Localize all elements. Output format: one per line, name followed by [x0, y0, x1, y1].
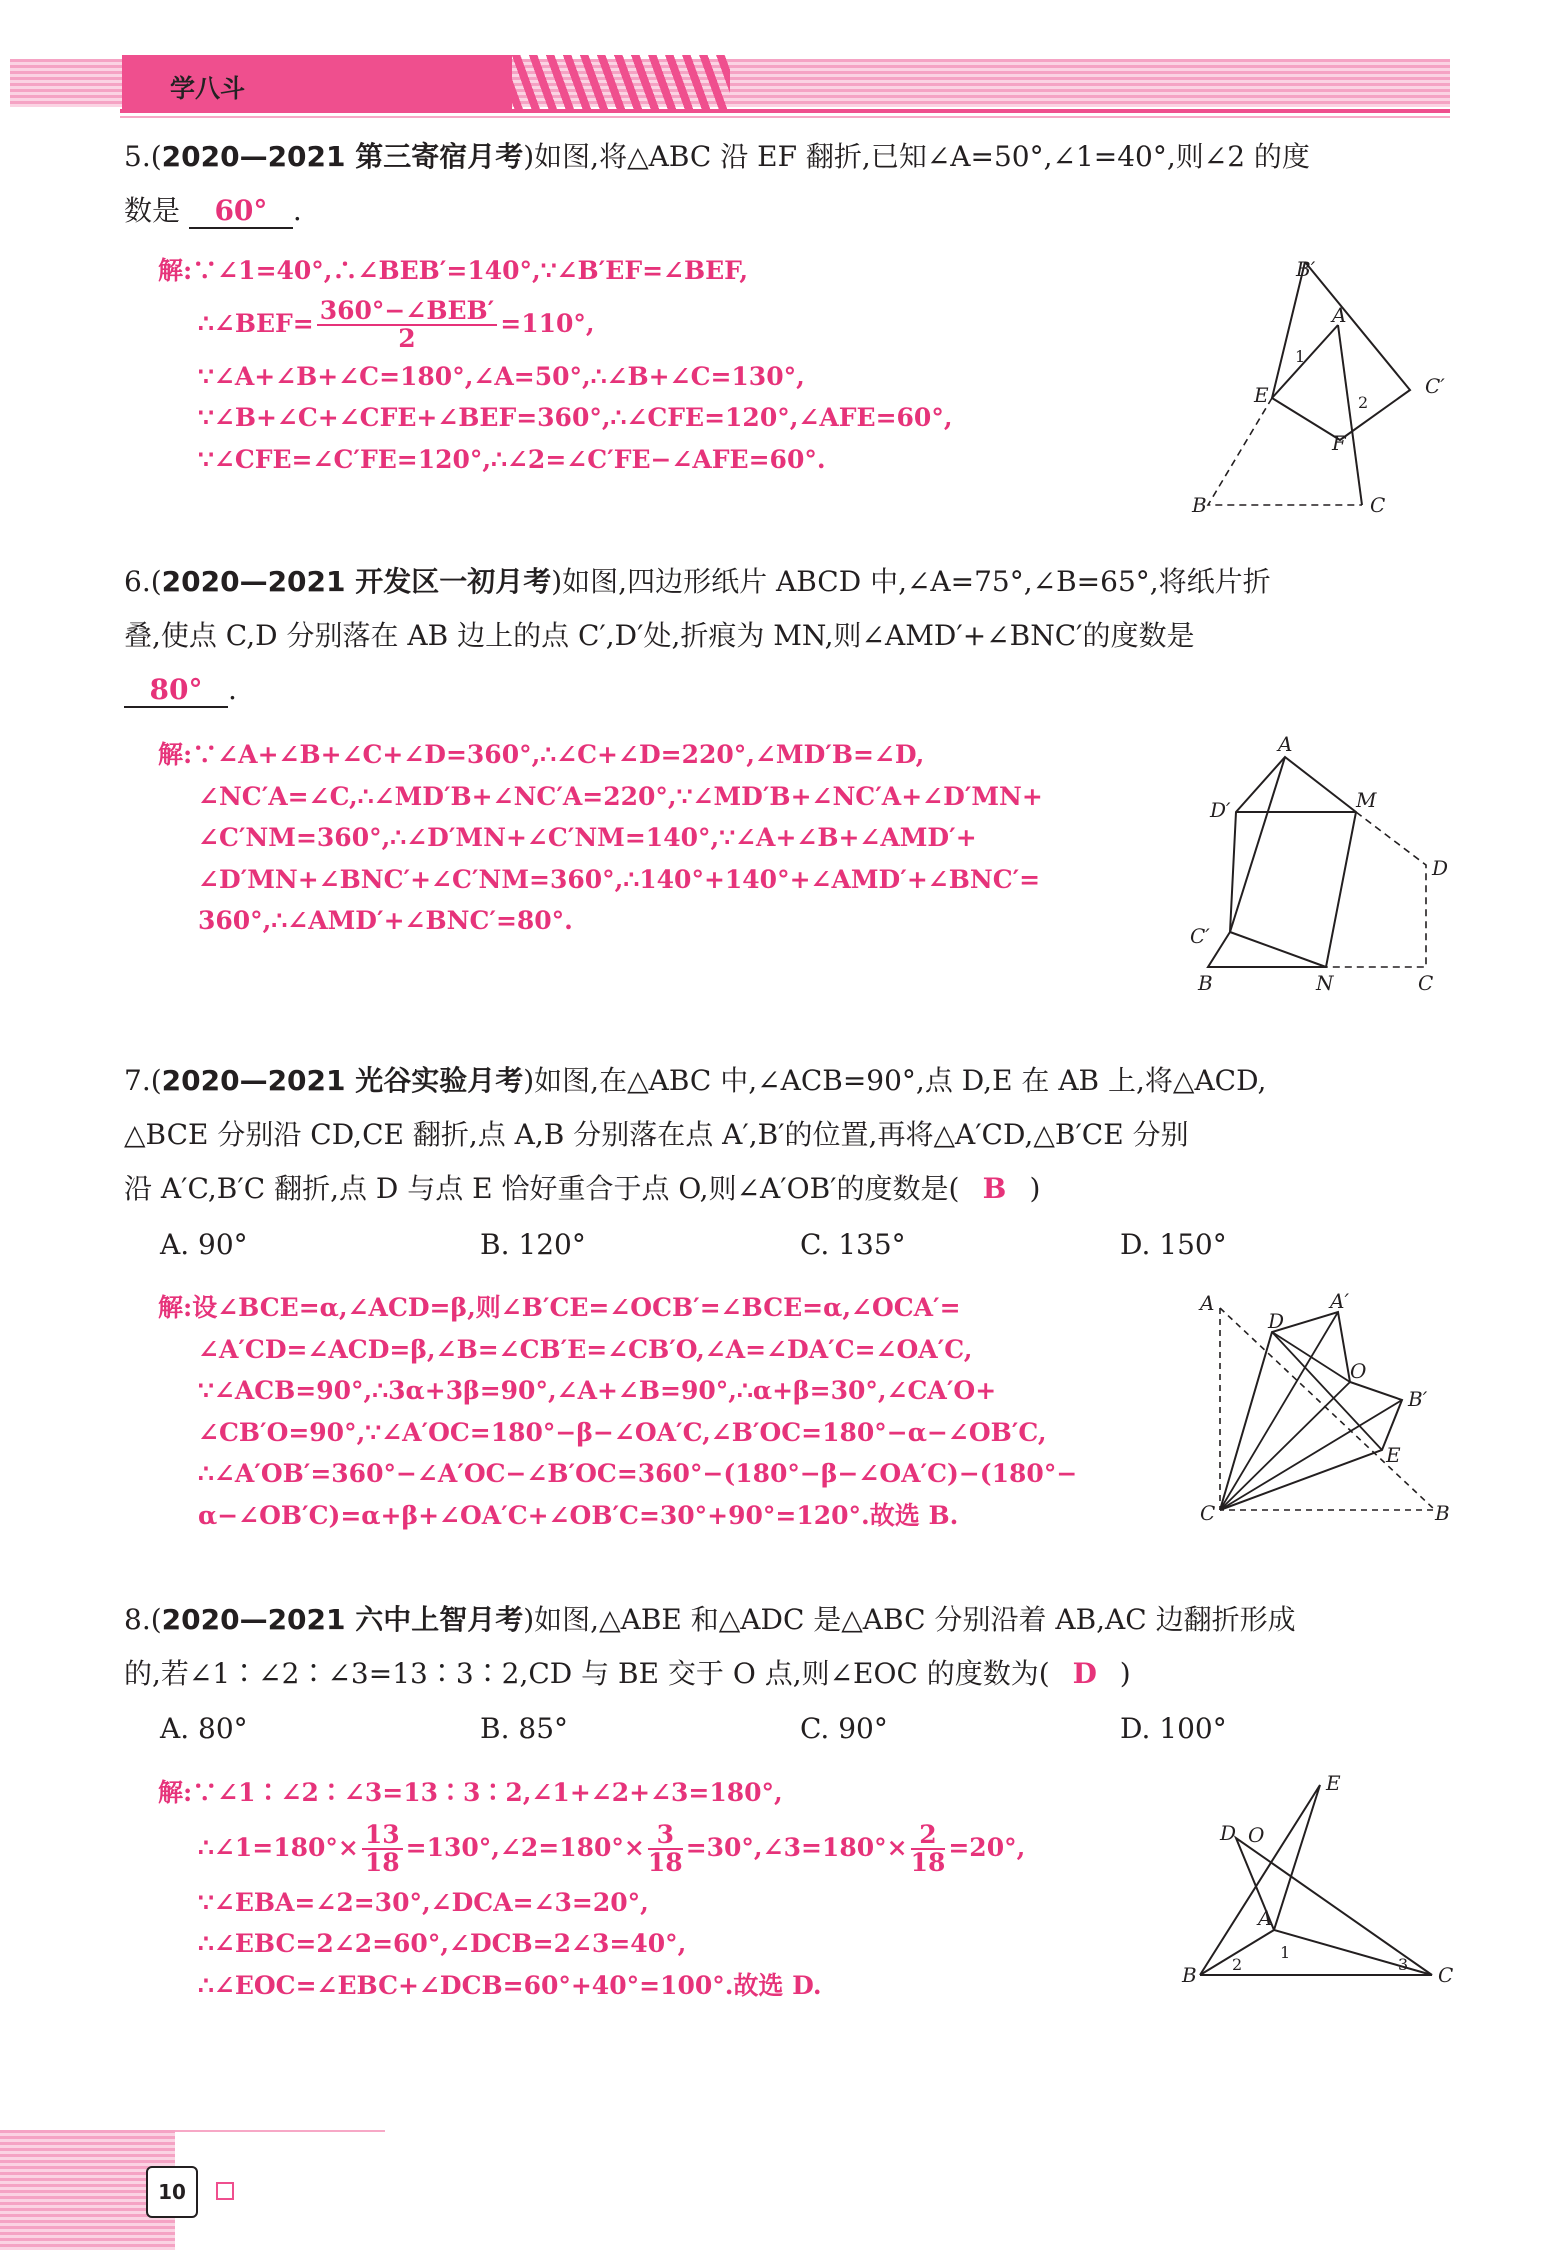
question-6 — [124, 555, 1464, 717]
q8-solution: 解:∵∠1∶∠2∶∠3=13∶3∶2,∠1+∠2+∠3=180°, ∴∠1=180°× $\frac{13}{18}$ =130°,∠2=180°× $\frac{3}{18}$ =30°,∠3=180°× $\frac{2}{18}$ =20°, ∵∠EBA=∠2=30°,∠DCA=∠3=20°, ∴∠EBC=2∠2=60°,∠DCB=2∠3=40°, ∴∠EOC=∠EBC+∠DCB=60°+40°=100°.故选 D. — [158, 1778, 1026, 2000]
svg-text:C′: C′ — [1425, 374, 1445, 398]
q7-line-3: 沿 A′C,B′C 翻折,点 D 与点 E 恰好重合于点 O,则∠A′OB′的度数是( B ) — [124, 1162, 1464, 1216]
q6-solution: 解:∵∠A+∠B+∠C+∠D=360°,∴∠C+∠D=220°,∠MD′B=∠D, ∠NC′A=∠C,∴∠MD′B+∠NC′A=220°,∵∠MD′B+∠NC′A+∠D′MN+ ∠C′NM=360°,∴∠D′MN+∠C′NM=140°,∵∠A+∠B+∠AMD′+ ∠D′MN+∠BNC′+∠C′NM=360°,∴140°+140°+∠AMD′+∠BNC′= 360°,∴∠AMD′+∠BNC′=80°. — [158, 740, 1043, 935]
svg-text:B: B — [1182, 1963, 1197, 1987]
q6-source: 2020—2021 开发区一初月考 — [161, 565, 552, 598]
svg-text:D: D — [1432, 856, 1449, 880]
header-title: 学八斗 — [170, 74, 246, 103]
q5-answer: 60° — [189, 195, 293, 229]
svg-text:2: 2 — [1358, 393, 1369, 412]
q8-option-d: D. 100° — [1120, 1712, 1227, 1745]
svg-text:E: E — [1326, 1771, 1341, 1795]
svg-text:D: D — [1268, 1309, 1285, 1333]
q7-source: 2020—2021 光谷实验月考 — [161, 1064, 524, 1097]
svg-text:A: A — [1278, 735, 1293, 756]
q7-option-c: C. 135° — [800, 1228, 906, 1261]
svg-text:B′: B′ — [1408, 1387, 1428, 1411]
q8-line-2: 的,若∠1∶∠2∶∠3=13∶3∶2,CD 与 BE 交于 O 点,则∠EOC 的度数为( D ) — [124, 1647, 1464, 1701]
q5-solution: 解:∵∠1=40°,∴∠BEB′=140°,∵∠B′EF=∠BEF, ∴∠BEF= $\frac{\text{360°−∠BEB′}}{2}$ =110°, ∵∠A+∠B+∠C=180°,∠A=50°,∴∠B+∠C=130°, ∵∠B+∠C+∠CFE+∠BEF=360°,∴∠CFE=120°,∠AFE=60°, ∵∠CFE=∠C′FE=120°,∴∠2=∠C′FE−∠AFE=60°. — [158, 256, 953, 474]
q8-answer: D — [1072, 1657, 1097, 1690]
q6-line-2: 叠,使点 C,D 分别落在 AB 边上的点 C′,D′处,折痕为 MN,则∠AMD′+∠BNC′的度数是 — [124, 619, 1195, 652]
q7-options — [160, 1228, 1260, 1268]
question-8 — [124, 1593, 1464, 1701]
svg-text:C: C — [1438, 1963, 1454, 1987]
q5-fraction: $\frac{\text{360°−∠BEB′}}{2}$ — [317, 298, 498, 352]
q5-figure — [1180, 250, 1470, 525]
q7-option-a: A. 90° — [160, 1228, 248, 1261]
svg-text:E: E — [1254, 383, 1269, 407]
q5-line-1: 5.(2020—2021 第三寄宿月考)如图,将△ABC 沿 EF 翻折,已知∠A=50°,∠1=40°,则∠2 的度 — [124, 140, 1310, 173]
q8-option-c: C. 90° — [800, 1712, 888, 1745]
svg-text:C: C — [1200, 1501, 1216, 1525]
q7-option-d: D. 150° — [1120, 1228, 1227, 1261]
q5-source: 2020—2021 第三寄宿月考 — [161, 140, 524, 173]
svg-text:F: F — [1332, 431, 1346, 455]
q6-line-3: 80° . — [124, 663, 1464, 717]
svg-text:C′: C′ — [1190, 924, 1210, 948]
q7-solution: 解:设∠BCE=α,∠ACD=β,则∠B′CE=∠OCB′=∠BCE=α,∠OCA′= ∠A′CD=∠ACD=β,∠B=∠CB′E=∠CB′O,∠A=∠DA′C=∠OA′C, ∵∠ACB=90°,∴3α+3β=90°,∠A+∠B=90°,∴α+β=30°,∠CA′O+ ∠CB′O=90°,∵∠A′OC=180°−β−∠OA′C,∠B′OC=180°−α−∠OB′C, ∴∠A′OB′=360°−∠A′OC−∠B′OC=360°−(180°−β−∠OA′C)−(180°− α−∠OB′C)=α+β+∠OA′C+∠OB′C=30°+90°=120°.故选 B. — [158, 1293, 1078, 1530]
svg-text:B: B — [1198, 971, 1213, 995]
q6-line-1: 6.(2020—2021 开发区一初月考)如图,四边形纸片 ABCD 中,∠A=75°,∠B=65°,将纸片折 — [124, 565, 1271, 598]
page-number: 10 — [146, 2166, 198, 2218]
q6-answer: 80° — [124, 674, 228, 708]
q6-figure — [1180, 735, 1460, 995]
svg-text:B: B — [1435, 1501, 1450, 1525]
svg-text:C: C — [1370, 493, 1386, 517]
q7-option-b: B. 120° — [480, 1228, 586, 1261]
q8-figure — [1170, 1770, 1470, 1995]
header-rule — [120, 109, 1450, 113]
svg-text:A′: A′ — [1330, 1290, 1349, 1313]
svg-text:M: M — [1356, 788, 1377, 812]
page-footer — [0, 2118, 400, 2250]
svg-text:2: 2 — [1232, 1955, 1243, 1974]
q8-option-b: B. 85° — [480, 1712, 569, 1745]
svg-text:C: C — [1418, 971, 1434, 995]
question-7 — [124, 1054, 1464, 1216]
q8-option-a: A. 80° — [160, 1712, 248, 1745]
svg-text:A: A — [1200, 1291, 1215, 1315]
label-b-prime: B′ — [1296, 257, 1316, 281]
svg-text:A: A — [1258, 1906, 1273, 1930]
question-5 — [124, 130, 1464, 238]
q7-line-1: 7.(2020—2021 光谷实验月考)如图,在△ABC 中,∠ACB=90°,点 D,E 在 AB 上,将△ACD, — [124, 1064, 1267, 1097]
q5-line-2: 数是 60° . — [124, 194, 302, 227]
svg-text:D′: D′ — [1210, 798, 1231, 822]
footer-rule — [175, 2130, 385, 2132]
header-tab-pattern — [430, 55, 730, 111]
svg-text:D: D — [1220, 1821, 1237, 1845]
svg-text:E: E — [1386, 1443, 1401, 1467]
footer-square-icon — [216, 2182, 234, 2200]
q7-answer: B — [982, 1172, 1007, 1205]
q7-line-2: △BCE 分别沿 CD,CE 翻折,点 A,B 分别落在点 A′,B′的位置,再将△A′CD,△B′CE 分别 — [124, 1118, 1189, 1151]
svg-text:3: 3 — [1398, 1955, 1409, 1974]
svg-text:O: O — [1248, 1823, 1265, 1847]
svg-text:O: O — [1350, 1359, 1367, 1383]
svg-text:1: 1 — [1280, 1943, 1291, 1962]
q8-source: 2020—2021 六中上智月考 — [161, 1603, 524, 1636]
page-header — [0, 55, 1550, 115]
q8-line-1: 8.(2020—2021 六中上智月考)如图,△ABE 和△ADC 是△ABC 分别沿着 AB,AC 边翻折形成 — [124, 1603, 1296, 1636]
svg-text:B: B — [1192, 493, 1207, 517]
q8-options — [160, 1712, 1260, 1752]
q7-figure — [1190, 1290, 1460, 1530]
svg-text:N: N — [1316, 971, 1334, 995]
svg-text:1: 1 — [1295, 347, 1306, 366]
svg-text:A: A — [1332, 303, 1347, 327]
header-rule-thin — [120, 116, 1450, 118]
